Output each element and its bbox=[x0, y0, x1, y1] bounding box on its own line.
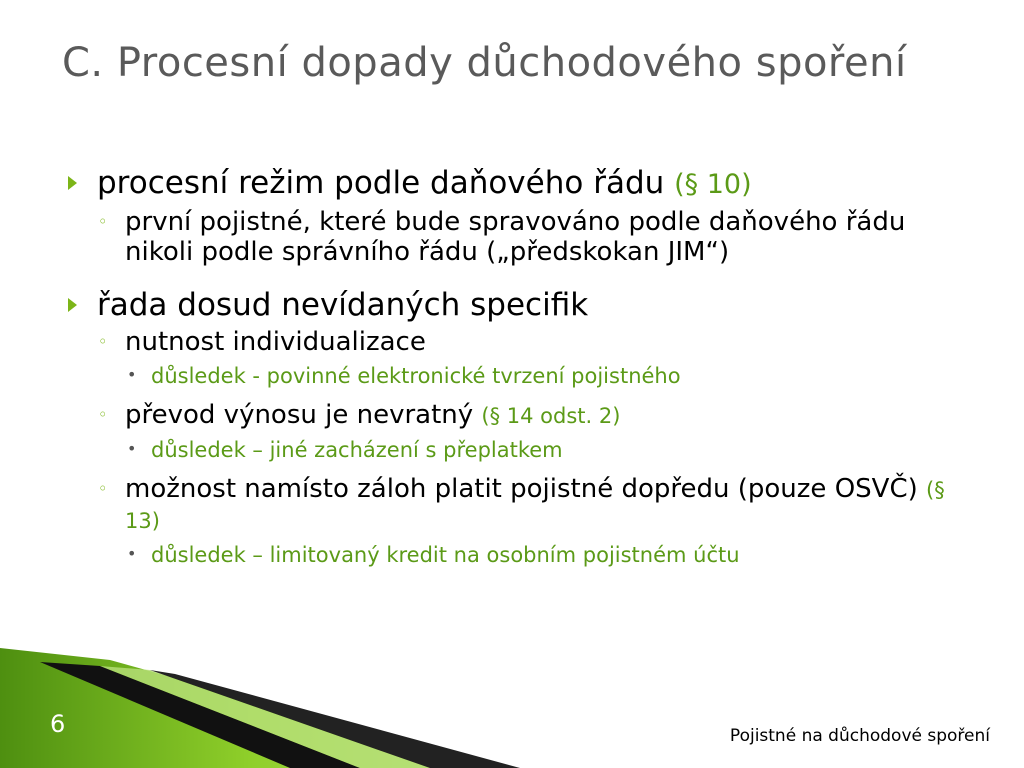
sub-bullet-text: první pojistné, které bude spravováno podle daňového řádu nikoli podle správního řádu („předskokan JIM“) bbox=[125, 207, 906, 267]
triangle-bullet-icon bbox=[68, 176, 77, 190]
dot-bullet-icon: • bbox=[127, 365, 137, 384]
sub-bullet-individualizace bbox=[68, 327, 968, 357]
dot-bullet-icon: • bbox=[127, 439, 137, 458]
detail-bullet-preplatek bbox=[68, 437, 968, 463]
detail-text: důsledek – limitovaný kredit na osobním pojistném účtu bbox=[151, 543, 740, 567]
sub-bullet-prevod-vynosu bbox=[68, 400, 968, 431]
triangle-bullet-icon bbox=[68, 298, 77, 312]
detail-text: důsledek – jiné zacházení s přeplatkem bbox=[151, 438, 563, 462]
circle-bullet-icon: ◦ bbox=[98, 405, 108, 424]
detail-bullet-elektronicke-tvrzeni bbox=[68, 363, 968, 389]
sub-bullet-text: převod výnosu je nevratný bbox=[125, 400, 482, 430]
circle-bullet-icon: ◦ bbox=[98, 332, 108, 351]
footer-decoration bbox=[0, 640, 1024, 768]
page-number: 6 bbox=[50, 710, 66, 738]
sub-bullet-text: možnost namísto záloh platit pojistné dopředu (pouze OSVČ) bbox=[125, 474, 927, 504]
section-citation: (§ 10) bbox=[674, 169, 752, 200]
footer-text: Pojistné na důchodové spoření bbox=[729, 726, 990, 746]
detail-text: důsledek - povinné elektronické tvrzení pojistného bbox=[151, 364, 681, 388]
bullet-text: procesní režim podle daňového řádu bbox=[97, 165, 675, 201]
dot-bullet-icon: • bbox=[127, 544, 137, 563]
sub-bullet-platba-dopredu bbox=[68, 474, 968, 536]
section-citation: (§ 14 odst. 2) bbox=[481, 404, 621, 428]
bullet-rada-specifik bbox=[68, 287, 968, 323]
slide-content bbox=[68, 165, 968, 579]
detail-bullet-kredit bbox=[68, 542, 968, 568]
sub-bullet-prvni-pojistne bbox=[68, 207, 968, 267]
circle-bullet-icon: ◦ bbox=[98, 479, 108, 498]
section-citation: (§ 13) bbox=[125, 478, 945, 533]
sub-bullet-text: nutnost individualizace bbox=[125, 327, 426, 357]
circle-bullet-icon: ◦ bbox=[98, 212, 108, 231]
slide-title: C. Procesní dopady důchodového spoření bbox=[62, 40, 907, 86]
bullet-text: řada dosud nevídaných specifik bbox=[97, 287, 589, 323]
bullet-procesni-rezim bbox=[68, 165, 968, 203]
